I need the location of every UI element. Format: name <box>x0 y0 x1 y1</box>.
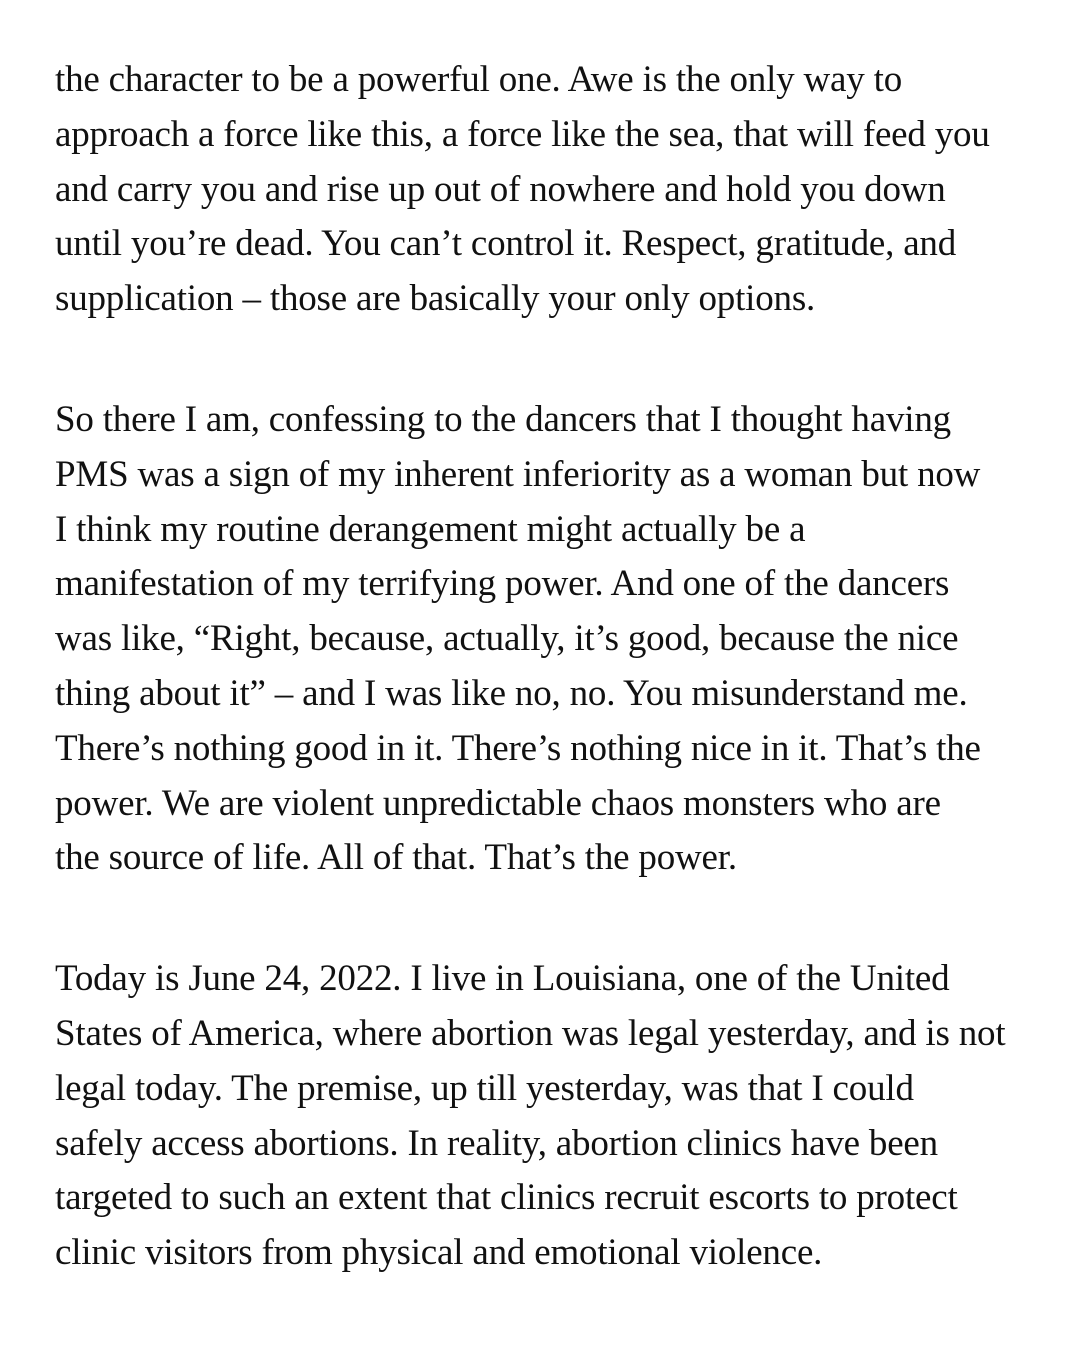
text-line: until you’re dead. You can’t control it. Respect, gratitude, and <box>55 223 957 265</box>
text-line: manifestation of my terrifying power. And one of the dancers <box>55 563 950 605</box>
text-line: thing about it” – and I was like no, no. You misunderstand me. <box>55 672 968 714</box>
text-line: was like, “Right, because, actually, it’s good, because the nice <box>55 618 959 660</box>
text-line: the source of life. All of that. That’s the power. <box>55 837 737 879</box>
text-line: States of America, where abortion was legal yesterday, and is not <box>55 1012 1006 1054</box>
text-line: There’s nothing good in it. There’s nothing nice in it. That’s the <box>55 727 981 769</box>
text-line: power. We are violent unpredictable chaos monsters who are <box>55 782 941 824</box>
text-line: Today is June 24, 2022. I live in Louisiana, one of the United <box>55 958 950 1000</box>
paragraph-awe <box>55 53 1030 327</box>
text-line: the character to be a powerful one. Awe is the only way to <box>55 59 903 100</box>
paragraph-louisiana <box>55 952 1030 1281</box>
text-line: safely access abortions. In reality, abortion clinics have been <box>55 1122 938 1164</box>
text-line: So there I am, confessing to the dancers that I thought having <box>55 398 951 440</box>
text-line: supplication – those are basically your only options. <box>55 278 816 320</box>
text-line: targeted to such an extent that clinics recruit escorts to protect <box>55 1177 958 1219</box>
text-line: PMS was a sign of my inherent inferiority as a woman but now <box>55 453 981 495</box>
text-line: I think my routine derangement might actually be a <box>55 508 806 550</box>
paragraph-confession <box>55 393 1030 886</box>
text-line: and carry you and rise up out of nowhere and hold you down <box>55 168 946 210</box>
text-line: legal today. The premise, up till yesterday, was that I could <box>55 1067 914 1109</box>
text-line: clinic visitors from physical and emotional violence. <box>55 1232 823 1274</box>
text-line: approach a force like this, a force like the sea, that will feed you <box>55 113 990 155</box>
